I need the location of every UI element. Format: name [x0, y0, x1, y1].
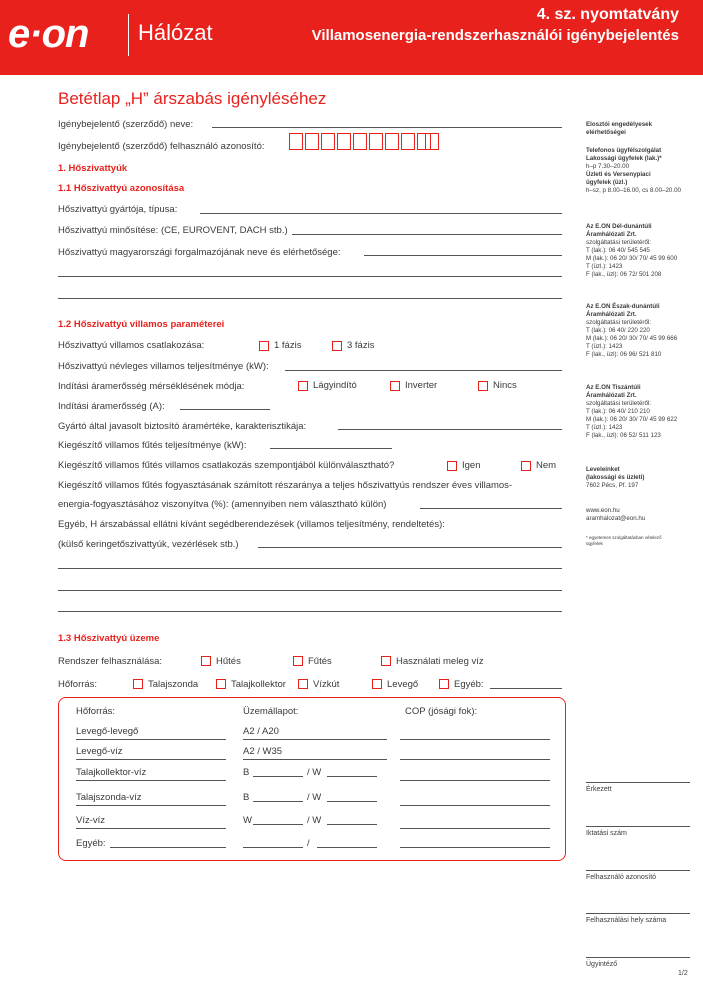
table-row-6-source-input[interactable] — [110, 847, 226, 848]
phase1-checkbox[interactable] — [259, 341, 269, 351]
other-aux-label-1: Egyéb, H árszabással ellátni kívánt segédberendezések (villamos teljesítmény, rendeltetés): — [58, 519, 445, 530]
table-row-3-state-b-input[interactable] — [327, 776, 377, 777]
section-1-2-heading: 1.2 Hőszivattyú villamos paraméterei — [58, 319, 225, 330]
table-row-6-state-b-input[interactable] — [317, 847, 377, 848]
other-source-checkbox[interactable] — [439, 679, 449, 689]
table-row-5-source-line — [76, 828, 226, 829]
other-aux-input-line-4[interactable] — [58, 611, 562, 612]
table-row-5-state-a-input[interactable] — [253, 824, 303, 825]
table-row-2-state: A2 / W35 — [243, 746, 283, 757]
manufacturer-input[interactable] — [200, 213, 562, 214]
table-row-2-source-line — [76, 759, 226, 760]
received-label: Érkezett — [586, 786, 612, 793]
inverter-checkbox[interactable] — [390, 381, 400, 391]
table-row-4-state-a-input[interactable] — [253, 801, 303, 802]
table-row-3-state-a: B — [243, 767, 250, 778]
sidebar-phone: Telefonos ügyfélszolgálat Lakossági ügyfelek (lak.)* h–p 7.30–20.00 Üzleti és Versenypiaci ügyfelek (üzl.) h–sz, p 8.00–16.00, cs 8.00–20.00 — [586, 147, 681, 194]
id-box-10[interactable] — [425, 133, 439, 150]
agent-field[interactable] — [586, 957, 690, 958]
usage-label: Rendszer felhasználása: — [58, 656, 163, 667]
location-number-field[interactable] — [586, 913, 690, 914]
table-header-cop: COP (jósági fok): — [405, 706, 478, 717]
fuse-label: Gyártó által javasolt biztosító áramértéke, karakterisztikája: — [58, 421, 307, 432]
aux-ratio-label-1: Kiegészítő villamos fűtés fogyasztásának számított részaránya a teljes hőszivattyús rendszer éves villamos- — [58, 480, 513, 491]
received-field[interactable] — [586, 782, 690, 783]
distributor-label: Hőszivattyú magyarországi forgalmazójának neve és elérhetősége: — [58, 247, 341, 258]
manufacturer-label: Hőszivattyú gyártója, típusa: — [58, 204, 178, 215]
cooling-checkbox[interactable] — [201, 656, 211, 666]
id-box-1[interactable] — [289, 133, 303, 150]
other-aux-input[interactable] — [258, 547, 562, 548]
sidebar-web: www.eon.hu aramhalozat@eon.hu — [586, 507, 646, 522]
aux-separable-label: Kiegészítő villamos fűtés villamos csatlakozás szempontjából különválasztható? — [58, 460, 395, 471]
cop-table — [58, 697, 566, 861]
aux-power-input[interactable] — [270, 448, 392, 449]
hot-water-checkbox[interactable] — [381, 656, 391, 666]
form-number: 4. sz. nyomtatvány — [536, 6, 679, 23]
cooling-label: Hűtés — [216, 656, 241, 667]
water-well-checkbox[interactable] — [298, 679, 308, 689]
sidebar-region-3: Az E.ON Tiszántúli Áramhálózati Zrt. szolgáltatási területéről: T (lak.): 06 40/ 210 210 M (lak.): 06 20/ 30/ 70/ 45 99 622 T (üzl.): 1423 F (lak., üzl): 06 52/ 511 123 — [586, 384, 678, 439]
requester-id-label: Igénybejelentő (szerződő) felhasználó azonosító: — [58, 141, 265, 152]
table-header-source: Hőforrás: — [76, 706, 116, 717]
heating-label: Fűtés — [308, 656, 332, 667]
distributor-input-line-3[interactable] — [58, 298, 562, 299]
aux-power-label: Kiegészítő villamos fűtés teljesítménye (kW): — [58, 440, 247, 451]
table-row-3-state-b: / W — [307, 767, 322, 778]
water-well-label: Vízkút — [313, 679, 340, 690]
id-box-5[interactable] — [353, 133, 367, 150]
table-row-6-source: Egyéb: — [76, 838, 106, 849]
certification-label: Hőszivattyú minősítése: (CE, EUROVENT, DACH stb.) — [58, 225, 288, 236]
hot-water-label: Használati meleg víz — [396, 656, 484, 667]
page-title: Betétlap „H” árszabás igényléséhez — [58, 89, 327, 108]
soft-starter-label: Lágyindító — [313, 380, 357, 391]
id-box-7[interactable] — [385, 133, 399, 150]
table-row-1-source: Levegő-levegő — [76, 726, 139, 737]
aux-yes-checkbox[interactable] — [447, 461, 457, 471]
table-row-4-cop-input[interactable] — [400, 805, 550, 806]
table-row-4-state-a: B — [243, 792, 250, 803]
logo-divider — [128, 14, 129, 56]
table-row-3-source-line — [76, 780, 226, 781]
table-row-4-state-b-input[interactable] — [327, 801, 377, 802]
table-row-3-cop-input[interactable] — [400, 780, 550, 781]
filing-number-field[interactable] — [586, 826, 690, 827]
phase3-label: 3 fázis — [347, 340, 375, 351]
id-box-8[interactable] — [401, 133, 415, 150]
table-row-5-state-b-input[interactable] — [327, 824, 377, 825]
air-checkbox[interactable] — [372, 679, 382, 689]
fuse-input[interactable] — [338, 429, 562, 430]
table-row-5-cop-input[interactable] — [400, 828, 550, 829]
other-aux-input-line-2[interactable] — [58, 568, 562, 569]
none-checkbox[interactable] — [478, 381, 488, 391]
connection-label: Hőszivattyú villamos csatlakozása: — [58, 340, 205, 351]
other-aux-input-line-3[interactable] — [58, 590, 562, 591]
filing-number-label: Iktatási szám — [586, 830, 627, 837]
table-row-4-state-b: / W — [307, 792, 322, 803]
heating-checkbox[interactable] — [293, 656, 303, 666]
other-source-input[interactable] — [490, 688, 562, 689]
form-title: Villamosenergia-rendszerhasználói igénybejelentés — [311, 27, 679, 44]
start-current-input[interactable] — [180, 409, 270, 410]
phase1-label: 1 fázis — [274, 340, 302, 351]
sidebar-footnote: * egyetemes szolgáltatásban vételező ügyfelek — [586, 535, 662, 546]
aux-no-checkbox[interactable] — [521, 461, 531, 471]
start-mode-label: Indítási áramerősség mérséklésének módja: — [58, 381, 245, 392]
table-row-2-cop-input[interactable] — [400, 759, 550, 760]
header-bar — [0, 0, 703, 75]
section-1-1-heading: 1.1 Hőszivattyú azonosítása — [58, 183, 185, 194]
table-row-5-state-b: / W — [307, 815, 322, 826]
requester-name-input[interactable] — [212, 127, 562, 128]
sidebar-region-1: Az E.ON Dél-dunántúli Áramhálózati Zrt. szolgáltatási területéről: T (lak.): 06 40/ 545 545 M (lak.): 06 20/ 30/ 70/ 45 99 600 T (üzl.): 1423 F (lak., üzl): 06 72/ 501 208 — [586, 223, 678, 278]
table-row-1-cop-input[interactable] — [400, 739, 550, 740]
location-number-label: Felhasználási hely száma — [586, 917, 667, 924]
certification-input[interactable] — [292, 234, 562, 235]
sidebar-region-2: Az E.ON Észak-dunántúli Áramhálózati Zrt. szolgáltatási területéről: T (lak.): 06 40/ 220 220 M (lak.): 06 20/ 30/ 70/ 45 99 666 T (üzl.): 1423 F (lak., üzl): 06 96/ 521 810 — [586, 303, 678, 358]
sidebar-approver: Elosztói engedélyesek elérhetőségei — [586, 121, 653, 136]
page-number: 1/2 — [678, 970, 688, 977]
table-row-5-source: Víz-víz — [76, 815, 106, 826]
section-1-3-heading: 1.3 Hőszivattyú üzeme — [58, 633, 160, 644]
table-row-4-source-line — [76, 805, 226, 806]
table-row-2-state-line — [243, 759, 387, 760]
table-row-6-state-b: / — [307, 838, 310, 849]
aux-ratio-label-2: energia-fogyasztásához viszonyítva (%): (amennyiben nem választható külön) — [58, 499, 387, 510]
table-row-3-source: Talajkollektor-víz — [76, 767, 147, 778]
brand-name: Hálózat — [138, 20, 213, 45]
sidebar-letters: Leveleinket (lakossági és üzleti) 7602 Pécs, Pf. 197 — [586, 466, 645, 489]
ground-collector-label: Talajkollektor — [231, 679, 286, 690]
requester-name-label: Igénybejelentő (szerződő) neve: — [58, 119, 194, 130]
agent-label: Ügyintéző — [586, 961, 618, 968]
nominal-power-input[interactable] — [285, 370, 562, 371]
table-row-6-state-a-input[interactable] — [243, 847, 303, 848]
other-source-label: Egyéb: — [454, 679, 484, 690]
ground-probe-label: Talajszonda — [148, 679, 199, 690]
id-box-6[interactable] — [369, 133, 383, 150]
table-row-1-state-line — [243, 739, 387, 740]
table-header-state: Üzemállapot: — [243, 706, 299, 717]
table-row-2-source: Levegő-víz — [76, 746, 123, 757]
table-row-6-cop-input[interactable] — [400, 847, 550, 848]
distributor-input[interactable] — [364, 255, 562, 256]
soft-starter-checkbox[interactable] — [298, 381, 308, 391]
id-box-3[interactable] — [321, 133, 335, 150]
aux-yes-label: Igen — [462, 460, 481, 471]
aux-no-label: Nem — [536, 460, 557, 471]
section-1-heading: 1. Hőszivattyúk — [58, 163, 128, 174]
phase3-checkbox[interactable] — [332, 341, 342, 351]
start-current-label: Indítási áramerősség (A): — [58, 401, 165, 412]
table-row-4-source: Talajszonda-víz — [76, 792, 142, 803]
aux-ratio-input[interactable] — [420, 508, 562, 509]
eon-logo: e·on — [8, 12, 89, 56]
inverter-label: Inverter — [405, 380, 438, 391]
distributor-input-line-2[interactable] — [58, 276, 562, 277]
nominal-power-label: Hőszivattyú névleges villamos teljesítménye (kW): — [58, 361, 269, 372]
air-label: Levegő — [387, 679, 419, 690]
table-row-5-state-a: W — [243, 815, 252, 826]
user-id-label: Felhasználó azonosító — [586, 874, 657, 881]
id-box-4[interactable] — [337, 133, 351, 150]
heat-source-label: Hőforrás: — [58, 679, 98, 690]
ground-collector-checkbox[interactable] — [216, 679, 226, 689]
id-box-2[interactable] — [305, 133, 319, 150]
table-row-1-source-line — [76, 739, 226, 740]
other-aux-label-2: (külső keringetőszivattyúk, vezérlések stb.) — [58, 539, 239, 550]
ground-probe-checkbox[interactable] — [133, 679, 143, 689]
user-id-field[interactable] — [586, 870, 690, 871]
table-row-1-state: A2 / A20 — [243, 726, 279, 737]
none-label: Nincs — [493, 380, 517, 391]
table-row-3-state-a-input[interactable] — [253, 776, 303, 777]
